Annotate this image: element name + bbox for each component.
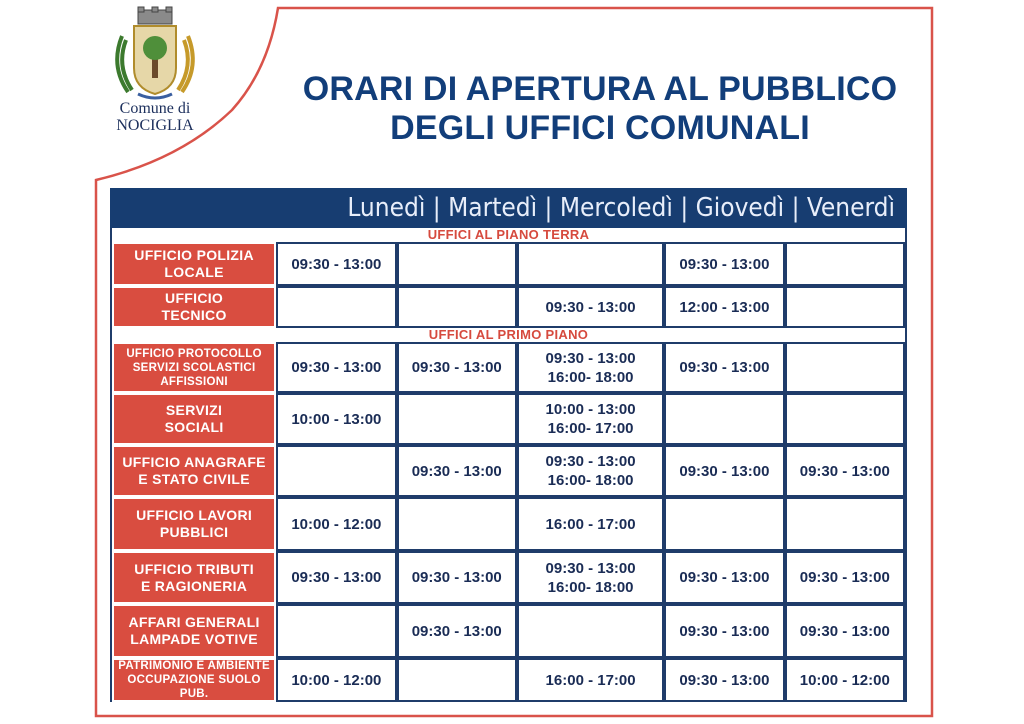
time-cell: 09:30 - 13:00	[397, 342, 517, 393]
time-cell: 09:30 - 13:00	[785, 551, 905, 604]
title-line2: DEGLI UFFICI COMUNALI	[390, 109, 810, 147]
time-cell: 16:00 - 17:00	[517, 497, 664, 551]
days-header: Lunedì | Martedì | Mercoledì | Giovedì | Venerdì	[110, 188, 907, 228]
time-cell: 16:00 - 17:00	[517, 658, 664, 702]
time-cell	[785, 242, 905, 286]
office-name: SERVIZI SOCIALI	[112, 393, 276, 445]
office-name: UFFICIO TRIBUTI E RAGIONERIA	[112, 551, 276, 604]
time-cell: 09:30 - 13:00	[664, 551, 784, 604]
time-cell: 09:30 - 13:00	[664, 604, 784, 658]
time-cell	[276, 286, 396, 328]
page-title	[268, 70, 932, 148]
time-cell	[785, 342, 905, 393]
time-cell: 09:30 - 13:00	[397, 445, 517, 497]
time-cell: 09:30 - 13:00	[785, 445, 905, 497]
table-row	[112, 497, 905, 551]
time-cell: 09:30 - 13:00	[664, 658, 784, 702]
schedule-table	[110, 228, 907, 702]
time-cell	[517, 604, 664, 658]
time-cell: 09:30 - 13:00	[664, 242, 784, 286]
time-cell	[664, 393, 784, 445]
comune-line1: Comune di	[119, 100, 191, 117]
office-name: UFFICIO TECNICO	[112, 286, 276, 328]
section-heading: UFFICI AL PRIMO PIANO	[112, 328, 905, 342]
time-cell	[785, 286, 905, 328]
comune-name	[100, 100, 210, 134]
time-cell: 10:00 - 13:00 16:00- 17:00	[517, 393, 664, 445]
time-cell	[785, 497, 905, 551]
time-cell: 09:30 - 13:00 16:00- 18:00	[517, 445, 664, 497]
table-row	[112, 342, 905, 393]
time-cell: 09:30 - 13:00	[397, 551, 517, 604]
time-cell	[397, 658, 517, 702]
time-cell	[397, 286, 517, 328]
time-cell: 10:00 - 12:00	[276, 497, 396, 551]
time-cell: 12:00 - 13:00	[664, 286, 784, 328]
time-cell	[517, 242, 664, 286]
office-name: UFFICIO ANAGRAFE E STATO CIVILE	[112, 445, 276, 497]
time-cell: 09:30 - 13:00	[276, 342, 396, 393]
time-cell: 10:00 - 13:00	[276, 393, 396, 445]
table-row	[112, 445, 905, 497]
time-cell: 09:30 - 13:00	[785, 604, 905, 658]
time-cell: 09:30 - 13:00	[664, 342, 784, 393]
office-name: PATRIMONIO E AMBIENTE OCCUPAZIONE SUOLO PUB.	[112, 658, 276, 702]
time-cell	[785, 393, 905, 445]
office-name: UFFICIO POLIZIA LOCALE	[112, 242, 276, 286]
time-cell	[276, 445, 396, 497]
comune-line2: NOCIGLIA	[116, 117, 194, 134]
office-name: AFFARI GENERALI LAMPADE VOTIVE	[112, 604, 276, 658]
time-cell	[276, 604, 396, 658]
table-row	[112, 242, 905, 286]
time-cell	[397, 393, 517, 445]
table-row	[112, 658, 905, 702]
section-heading: UFFICI AL PIANO TERRA	[112, 228, 905, 242]
time-cell: 09:30 - 13:00	[664, 445, 784, 497]
time-cell: 09:30 - 13:00	[397, 604, 517, 658]
time-cell: 10:00 - 12:00	[276, 658, 396, 702]
time-cell: 09:30 - 13:00	[276, 551, 396, 604]
table-row	[112, 393, 905, 445]
time-cell: 09:30 - 13:00 16:00- 18:00	[517, 342, 664, 393]
office-name: UFFICIO LAVORI PUBBLICI	[112, 497, 276, 551]
time-cell: 09:30 - 13:00	[517, 286, 664, 328]
title-line1: ORARI DI APERTURA AL PUBBLICO	[302, 70, 898, 108]
table-row	[112, 286, 905, 328]
time-cell	[397, 497, 517, 551]
table-row	[112, 604, 905, 658]
time-cell: 09:30 - 13:00 16:00- 18:00	[517, 551, 664, 604]
time-cell: 10:00 - 12:00	[785, 658, 905, 702]
time-cell	[397, 242, 517, 286]
time-cell: 09:30 - 13:00	[276, 242, 396, 286]
office-name: UFFICIO PROTOCOLLO SERVIZI SCOLASTICI AFFISSIONI	[112, 342, 276, 393]
table-row	[112, 551, 905, 604]
time-cell	[664, 497, 784, 551]
crown-icon	[138, 7, 172, 24]
